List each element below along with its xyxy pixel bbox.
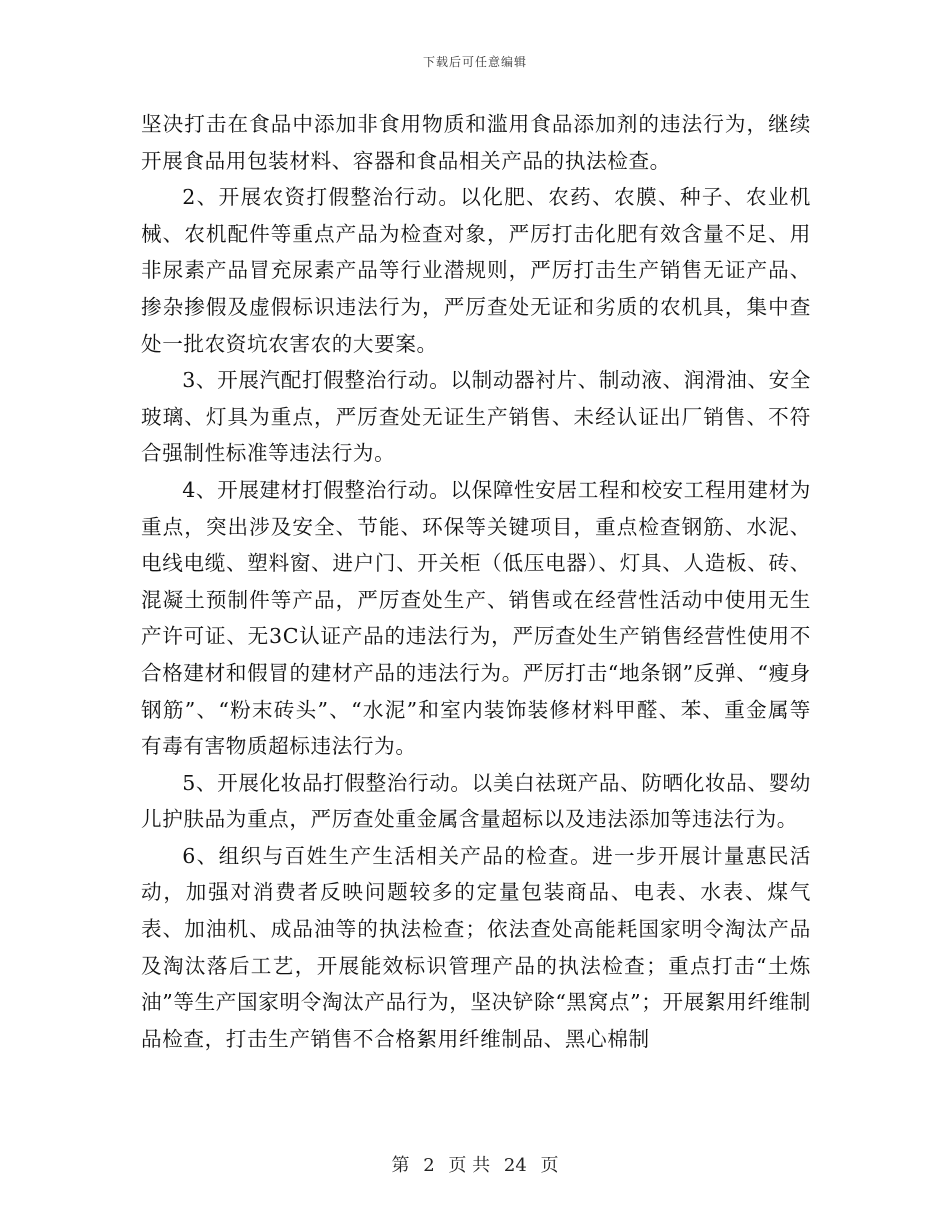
footer-prefix: 第: [391, 1155, 410, 1176]
paragraph-item-5: 5、开展化妆品打假整治行动。以美白祛斑产品、防晒化妆品、婴幼儿护肤品为重点，严厉查处重金属含量超标以及违法添加等违法行为。: [141, 770, 811, 832]
total-page-count: 24: [503, 1155, 527, 1176]
paragraph-item-3: 3、开展汽配打假整治行动。以制动器衬片、制动液、润滑油、安全玻璃、灯具为重点，严厉查处无证生产销售、未经认证出厂销售、不符合强制性标准等违法行为。: [141, 368, 811, 466]
footer-middle: 页 共: [448, 1155, 491, 1176]
paragraph-item-4: 4、开展建材打假整治行动。以保障性安居工程和校安工程用建材为重点，突出涉及安全、节能、环保等关键项目，重点检查钢筋、水泥、电线电缆、塑料窗、进户门、开关柜（低压电器）、灯具、人造板、砖、混凝土预制件等产品，严厉查处生产、销售或在经营性活动中使用无生产许可证、无3C认证产品的违法行为，严厉查处生产销售经营性使用不合格建材和假冒的建材产品的违法行为。严厉打击“地条钢”反弹、“瘦身钢筋”、“粉末砖头”、“水泥”和室内装饰装修材料甲醛、苯、重金属等有毒有害物质超标违法行为。: [141, 477, 811, 759]
current-page-number: 2: [423, 1155, 435, 1176]
page-header: 下载后可任意编辑: [422, 55, 527, 69]
paragraph-item-2: 2、开展农资打假整治行动。以化肥、农药、农膜、种子、农业机械、农机配件等重点产品为检查对象，严厉打击化肥有效含量不足、用非尿素产品冒充尿素产品等行业潜规则，严厉打击生产销售无证产品、掺杂掺假及虚假标识违法行为，严厉查处无证和劣质的农机具，集中查处一批农资坑农害农的大要案。: [141, 185, 811, 356]
footer-suffix: 页: [540, 1155, 559, 1176]
paragraph-continuation: 坚决打击在食品中添加非食用物质和滥用食品添加剂的违法行为，继续开展食品用包装材料、容器和食品相关产品的执法检查。: [141, 112, 811, 173]
page-footer: [0, 1156, 950, 1176]
document-body: [141, 106, 811, 1057]
paragraph-item-6: 6、组织与百姓生产生活相关产品的检查。进一步开展计量惠民活动，加强对消费者反映问题较多的定量包装商品、电表、水表、煤气表、加油机、成品油等的执法检查；依法查处高能耗国家明令淘汰产品及淘汰落后工艺，开展能效标识管理产品的执法检查；重点打击“土炼油”等生产国家明令淘汰产品行为，坚决铲除“黑窝点”；开展絮用纤维制品检查，打击生产销售不合格絮用纤维制品、黑心棉制: [141, 843, 811, 1051]
